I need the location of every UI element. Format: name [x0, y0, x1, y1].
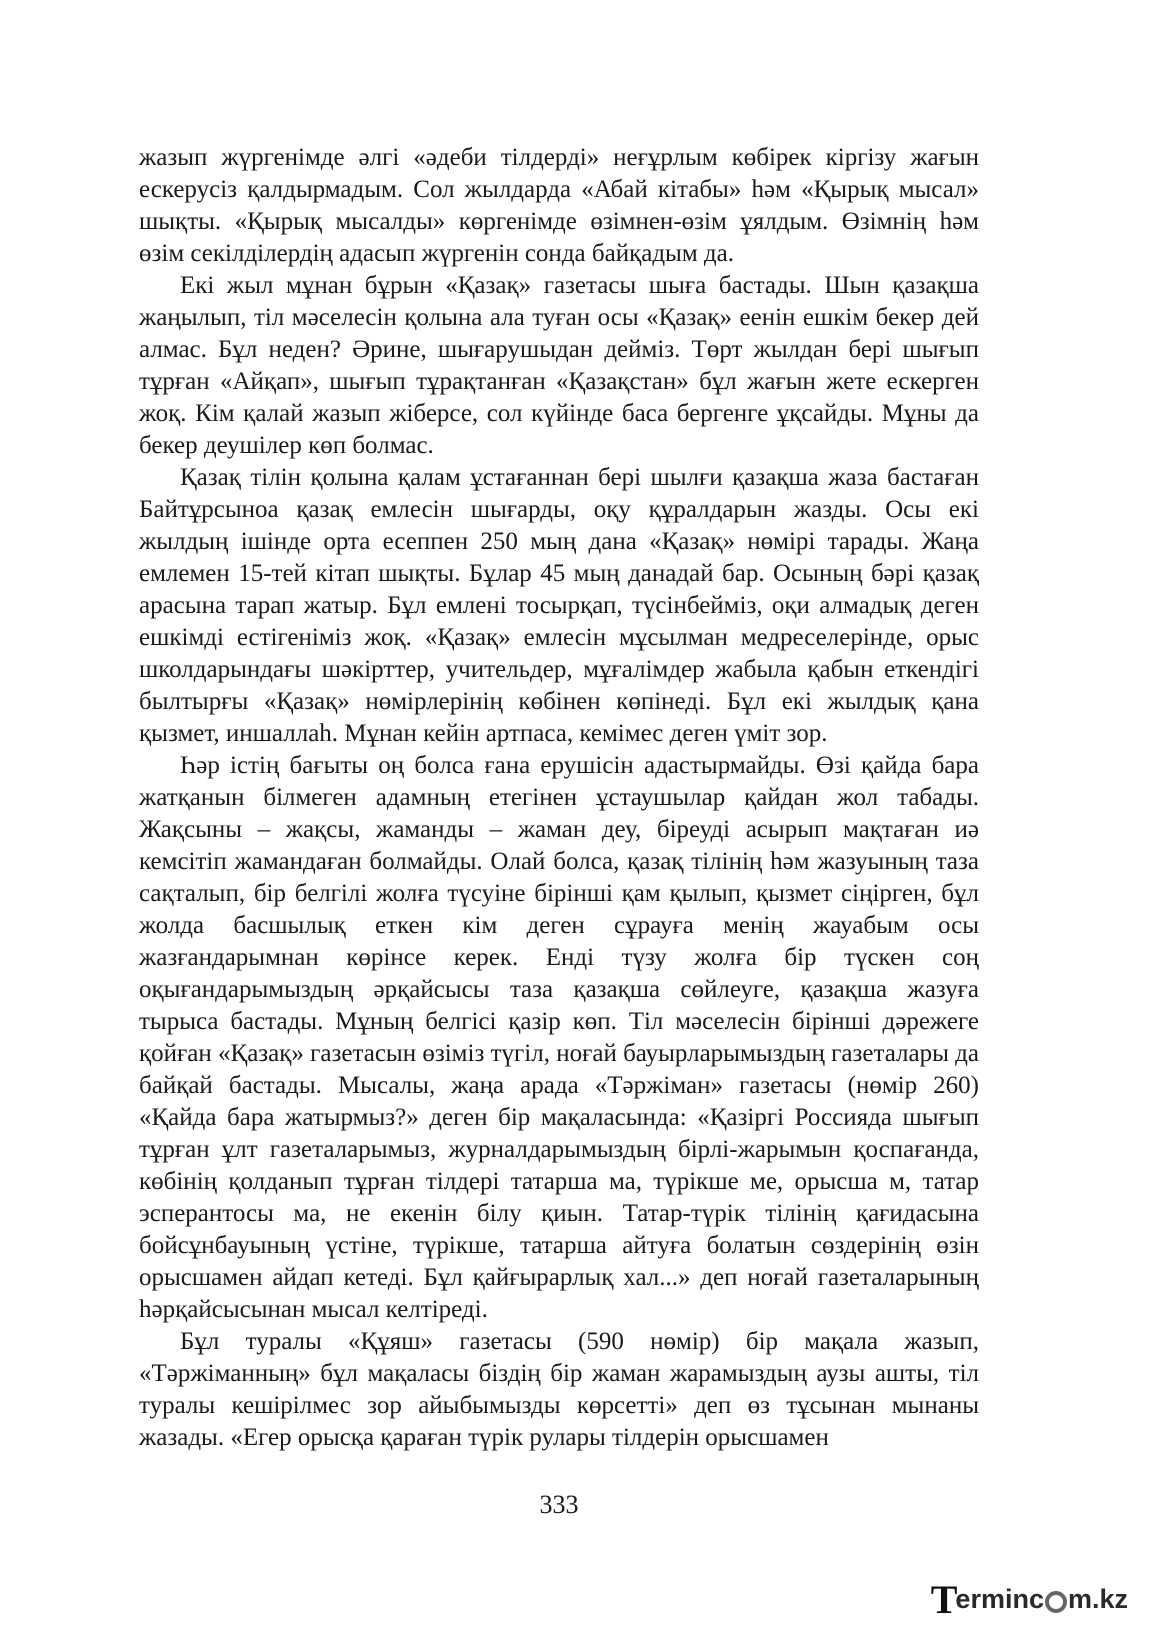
paragraph: Екі жыл мұнан бұрын «Қазақ» газетасы шыға бастады. Шын қазақша жаңылып, тіл мәселесін қолына ала туған осы «Қазақ» еенін ешкім бекер дей алмас. Бұл неден? Әрине, шығарушыдан дейміз. Төрт жылдан бері шығып тұрған «Айқап», шығып тұрақтанған «Қазақстан» бұл жағын жете ескерген жоқ. Кім қалай жазып жіберсе, сол күйінде баса бергенге ұқсайды. Мұны да бекер деушілер көп болмас.: [139, 272, 979, 459]
paragraph: Қазақ тілін қолына қалам ұстағаннан бері шылғи қазақша жаза бастаған Байтұрсыноа қазақ емлесін шығарды, оқу құралдарын жазды. Осы екі жылдың ішінде орта есеппен 250 мың дана «Қазақ» нөмірі тарады. Жаңа емлемен 15-тей кітап шықты. Бұлар 45 мың данадай бар. Осының бәрі қазақ арасына тарап жатыр. Бұл емлені тосырқап, түсінбейміз, оқи алмадық деген ешкімді естігеніміз жоқ. «Қазақ» емлесін мұсылман медреселерінде, орыс школдарындағы шәкірттер, учительдер, мұғалімдер жабыла қабын еткендігі былтырғы «Қазақ» нөмірлерінің көбінен көпінеді. Бұл екі жылдық қана қызмет, иншаллаһ. Мұнан кейін артпаса, кемімес деген үміт зор.: [139, 464, 979, 747]
watermark-text-part1: erminc: [955, 1584, 1044, 1614]
page-number: 333: [539, 1490, 579, 1519]
site-watermark-logo: [931, 1576, 1128, 1623]
watermark-t-letter: T: [930, 1577, 958, 1622]
watermark-ring-icon: [1045, 1591, 1067, 1613]
page-content: [139, 142, 979, 1454]
paragraph: жазып жүргенімде әлгі «әдеби тілдерді» неғұрлым көбірек кіргізу жағын ескерусіз қалдырмадым. Сол жылдарда «Абай кітабы» һәм «Қырық мысал» шықты. «Қырық мысалды» көргенімде өзімнен-өзім ұялдым. Өзімнің һәм өзім секілділердің адасып жүргенін сонда байқадым да.: [139, 144, 979, 267]
watermark-text-part2: m.kz: [1067, 1584, 1128, 1614]
paragraph: Бұл туралы «Құяш» газетасы (590 нөмір) бір мақала жазып, «Тәржіманның» бұл мақаласы біздің бір жаман жарамыздың аузы ашты, тіл туралы кешірілмес зор айыбымызды көрсетті» деп өз тұсынан мынаны жазады. «Егер орысқа қараған түрік рулары тілдерін орысшамен: [139, 1328, 979, 1451]
paragraph: Һәр істің бағыты оң болса ғана ерушісін адастырмайды. Өзі қайда бара жатқанын білмеген адамның етегінен ұстаушылар қайдан жол табады. Жақсыны – жақсы, жаманды – жаман деу, біреуді асырып мақтаған иә кемсітіп жамандаған болмайды. Олай болса, қазақ тілінің һәм жазуының таза сақталып, бір белгілі жолға түсуіне бірінші қам қылып, қызмет сіңірген, бұл жолда басшылық еткен кім деген сұрауға менің жауабым осы жазғандарымнан көрінсе керек. Енді түзу жолға бір түскен соң оқығандарымыздың әрқайсысы таза қазақша сөйлеуге, қазақша жазуға тырыса бастады. Мұның белгісі қазір көп. Тіл мәселесін бірінші дәрежеге қойған «Қазақ» газетасын өзіміз түгіл, ноғай бауырларымыздың газеталары да байқай бастады. Мысалы, жаңа арада «Тәржіман» газетасы (нөмір 260) «Қайда бара жатырмыз?» деген бір мақаласында: «Қазіргі Россияда шығып тұрған ұлт газеталарымыз, журналдарымыздың бірлі-жарымын қоспағанда, көбінің қолданып тұрған тілдері татарша ма, түрікше ме, орысша м, татар эсперантосы ма, не екенін білу қиын. Татар-түрік тілінің қағидасына бойсұнбауының үстіне, түрікше, татарша айтуға болатын сөздерінің өзін орысшамен айдап кетеді. Бұл қайғырарлық хал...» деп ноғай газеталарының һәрқайсысынан мысал келтіреді.: [139, 752, 979, 1323]
